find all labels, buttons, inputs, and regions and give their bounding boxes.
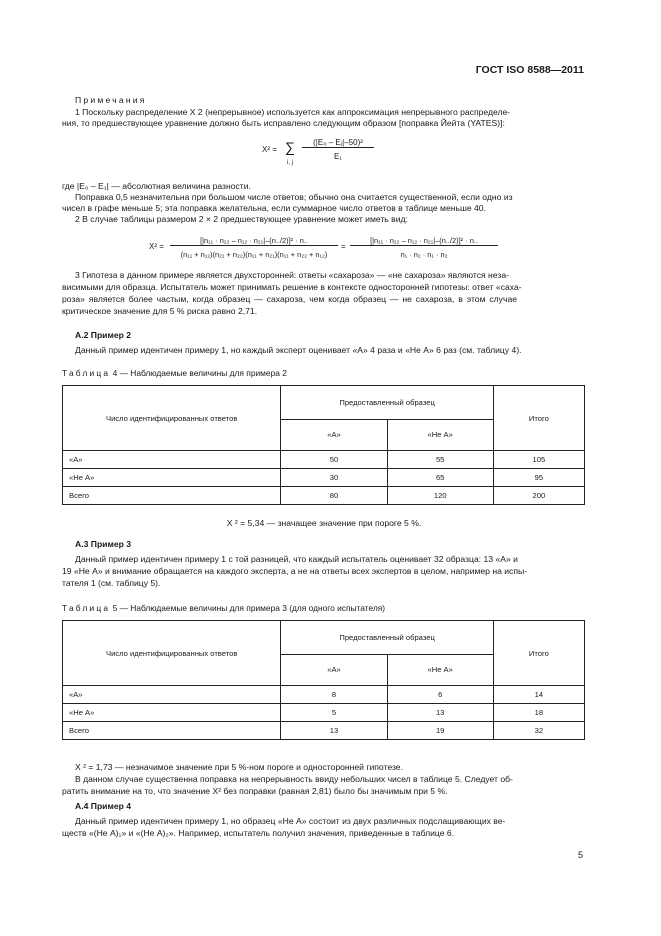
cell-a: 8 <box>281 686 387 704</box>
section-a2-text: Данный пример идентичен примеру 1, но каждый эксперт оценивает «А» 4 раза и «Не А» 6 раз (см. таблицу 4). <box>75 345 522 355</box>
table-5-header-total: Итого <box>493 621 584 686</box>
section-a3-result-3: ратить внимание на то, что значение X² без поправки (равная 2,81) было бы значимым при 5 %. <box>62 786 448 796</box>
section-a4-heading: А.4 Пример 4 <box>75 801 132 811</box>
table-4-header-a: «А» <box>281 419 387 450</box>
formula-2-denominator-2: n₁ · n₂ · n₁ · n₂ <box>400 250 448 259</box>
table-5 <box>62 620 585 740</box>
section-a2-result: X ² = 5,34 — значащее значение при пороге 5 %. <box>226 518 422 528</box>
cell-total: 95 <box>493 469 584 487</box>
section-a3-line-2: 19 «Не А» и внимание обращается на каждого эксперта, а не на ответы всех экспертов в целом, например на испы- <box>62 566 528 576</box>
cell-a: 13 <box>281 722 387 740</box>
note-1-line-1: 1 Поскольку распределение X 2 (непрерывное) используется как аппроксимация непрерывного распределе- <box>75 107 511 117</box>
table-5-header-main: Число идентифицированных ответов <box>63 621 281 686</box>
cell-total: 200 <box>493 487 584 505</box>
section-a3-result-1: X ² = 1,73 — незначимое значение при 5 %-ном пороге и односторонней гипотезе. <box>75 762 403 772</box>
cell-total: 18 <box>493 704 584 722</box>
section-a4-line-1: Данный пример идентичен примеру 1, но образец «Не А» состоит из двух различных подслащивающих ве- <box>75 816 506 826</box>
row-label: «Не А» <box>63 469 281 487</box>
cell-total: 32 <box>493 722 584 740</box>
cell-not-a: 19 <box>387 722 493 740</box>
section-a3-line-3: тателя 1 (см. таблицу 5). <box>62 578 161 588</box>
table-4-caption-label: Таблица <box>62 368 111 378</box>
row-label: «Не А» <box>63 704 281 722</box>
table-4-header-group: Предоставленный образец <box>281 386 493 420</box>
notes-title: Примечания <box>75 95 147 105</box>
table-4-caption-text: 4 — Наблюдаемые величины для примера 2 <box>112 368 287 378</box>
cell-not-a: 6 <box>387 686 493 704</box>
formula-2-numerator-2: [|n₁₁ · n₂₂ – n₁₂ · n₂₁|–(n../2)]² · n.. <box>350 236 498 246</box>
note-2: 2 В случае таблицы размером 2 × 2 предшествующее уравнение может иметь вид: <box>75 214 408 224</box>
table-4 <box>62 385 585 505</box>
cell-not-a: 65 <box>387 469 493 487</box>
cell-a: 30 <box>281 469 387 487</box>
cell-total: 105 <box>493 451 584 469</box>
formula-1-denominator: E₁ <box>333 152 343 161</box>
note-1-where: где |E₀ – E₁| — абсолютная величина разности. <box>62 181 251 191</box>
row-label: «А» <box>63 451 281 469</box>
row-label: Всего <box>63 722 281 740</box>
cell-a: 50 <box>281 451 387 469</box>
table-row <box>63 722 585 740</box>
table-5-caption-label: Таблица <box>62 603 111 613</box>
formula-1-sum-index: i, j <box>287 160 293 166</box>
table-row <box>63 487 585 505</box>
formula-1-sum: ∑ <box>285 139 295 155</box>
table-5-header-a: «А» <box>281 654 387 685</box>
row-label: Всего <box>63 487 281 505</box>
section-a3-line-1: Данный пример идентичен примеру 1 с той разницей, что каждый испытатель оценивает 32 образца: 13 «А» и <box>75 554 518 564</box>
note-3-line-3: роза» является более частым, когда образец — сахароза, чем когда образец — не сахароза, в этом случае <box>62 294 518 304</box>
table-row <box>63 686 585 704</box>
cell-not-a: 120 <box>387 487 493 505</box>
note-1-line-2: ния, то предшествующее уравнение должно быть исправлено следующим образом [поправка Йейта (YATES)]: <box>62 118 505 128</box>
table-row <box>63 451 585 469</box>
cell-total: 14 <box>493 686 584 704</box>
section-a3-heading: А.3 Пример 3 <box>75 539 132 549</box>
table-4-header-main: Число идентифицированных ответов <box>63 386 281 451</box>
table-row <box>63 704 585 722</box>
note-3-line-2: висимыми для образца. Испытатель может принимать решение в контексте односторонней гипотезы: ответ «саха- <box>62 282 522 292</box>
note-1-line-5: чисел в графе меньше 5; эта поправка желательна, если суммарное число ответов в таблице меньше 40. <box>62 203 486 213</box>
table-5-header-not-a: «Не А» <box>387 654 493 685</box>
cell-a: 80 <box>281 487 387 505</box>
note-1-line-4: Поправка 0,5 незначительна при большом числе ответов; обычно она считается существенной, если одно из <box>75 192 513 202</box>
table-row <box>63 469 585 487</box>
section-a4-line-2: ществ «(Не А)₁» и «(Не А)₂». Например, испытатель получил значения, приведенные в таблице 6. <box>62 828 455 838</box>
cell-a: 5 <box>281 704 387 722</box>
formula-2-denominator-1: (n₁₁ + n₁₂)(n₂₁ + n₂₂)(n₁₁ + n₂₁)(n₁₁ + n₂₂ + n₁₂) <box>180 250 328 259</box>
table-4-header-total: Итого <box>493 386 584 451</box>
standard-header: ГОСТ ISO 8588—2011 <box>475 64 584 76</box>
table-4-header-not-a: «Не А» <box>387 419 493 450</box>
formula-2-equals: = <box>341 242 346 251</box>
row-label: «А» <box>63 686 281 704</box>
section-a3-result-2: В данном случае существенна поправка на непрерывность ввиду небольших чисел в таблице 5. Следует об- <box>75 774 513 784</box>
section-a2-heading: А.2 Пример 2 <box>75 330 132 340</box>
formula-2-lhs: X² = <box>149 242 164 251</box>
table-5-caption-text: 5 — Наблюдаемые величины для примера 3 (для одного испытателя) <box>112 603 386 613</box>
formula-1-numerator: (|E₀ – Eⱼ|–50)² <box>302 138 374 148</box>
cell-not-a: 55 <box>387 451 493 469</box>
table-5-caption <box>62 603 385 613</box>
page-number: 5 <box>577 850 583 860</box>
formula-2-numerator-1: [|n₁₁ · n₂₂ – n₁₂ · n₂₁|–(n../2)]² · n.. <box>170 236 338 246</box>
table-5-header-group: Предоставленный образец <box>281 621 493 655</box>
note-3-line-1: 3 Гипотеза в данном примере является двухсторонней: ответы «сахароза» — «не сахароза» являются неза- <box>75 270 509 280</box>
note-3-line-4: критическое значение для 5 % риска равно 2,71. <box>62 306 258 316</box>
formula-1-lhs: X² = <box>262 145 277 154</box>
table-4-caption <box>62 368 287 378</box>
cell-not-a: 13 <box>387 704 493 722</box>
